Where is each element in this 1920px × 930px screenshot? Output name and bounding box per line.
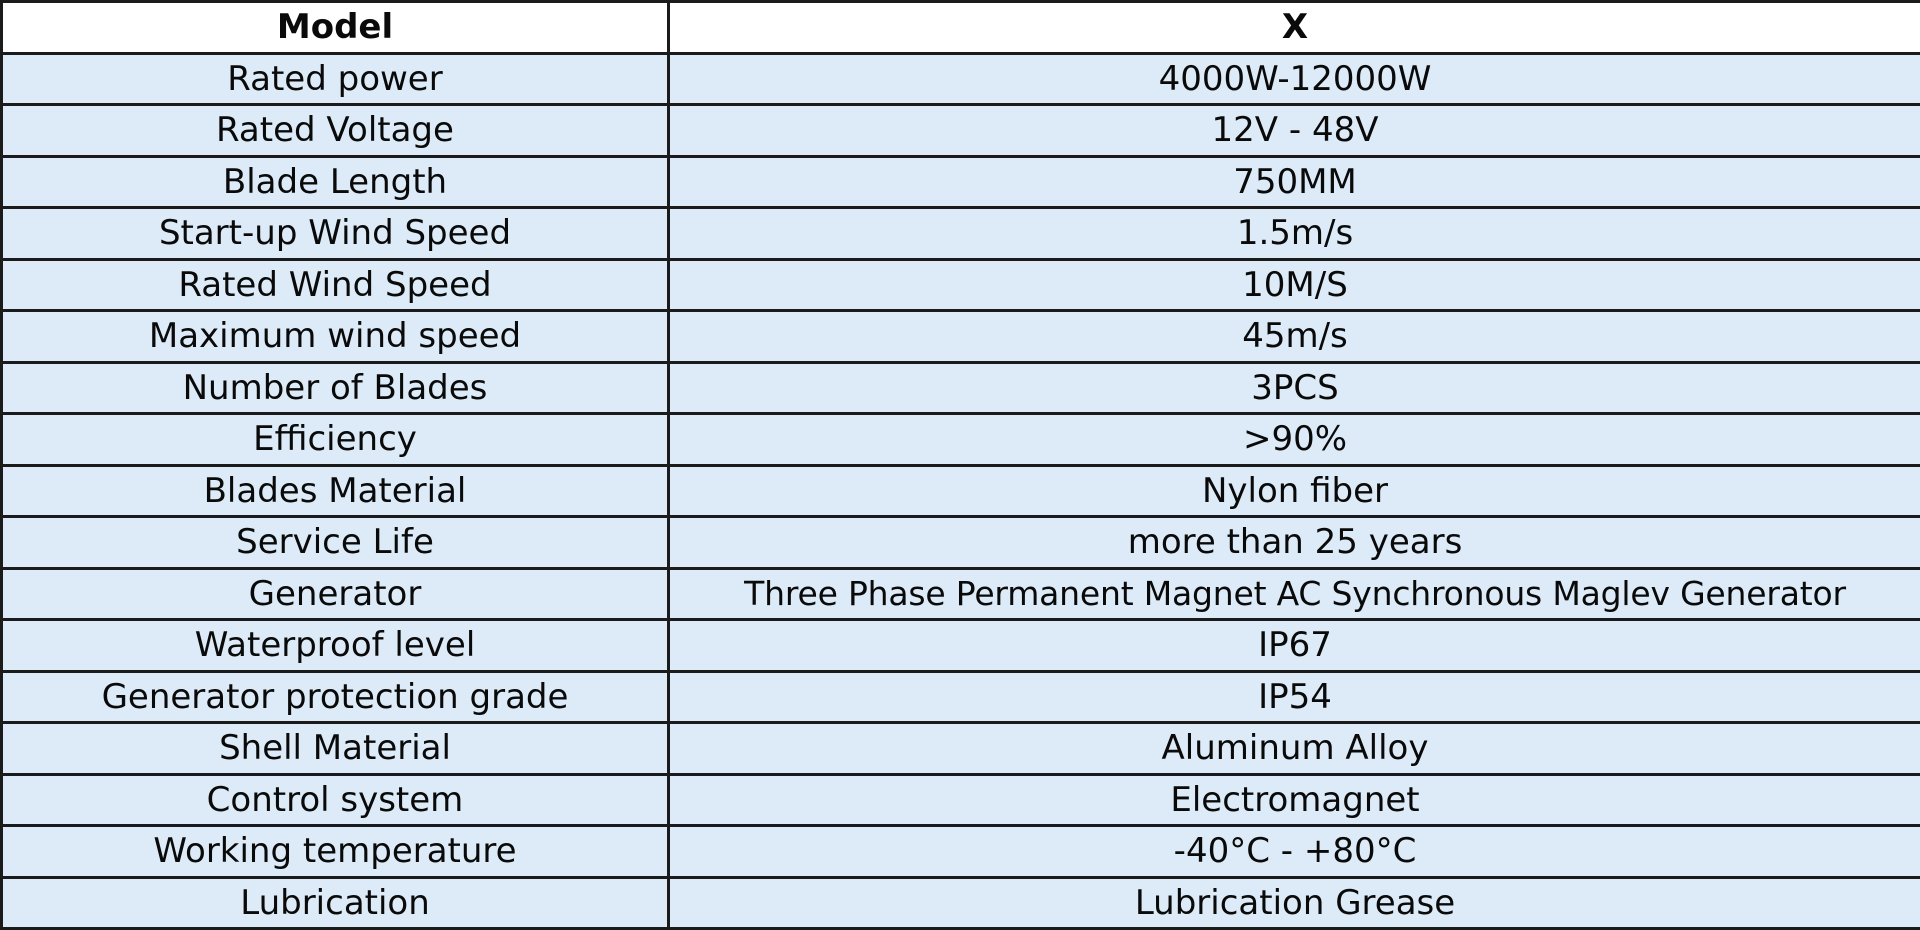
row-value: 4000W-12000W <box>669 53 1920 105</box>
table-row <box>2 53 1920 105</box>
table-row <box>2 568 1920 620</box>
row-label: Rated Wind Speed <box>2 259 669 311</box>
row-label: Generator <box>2 568 669 620</box>
row-label: Lubrication <box>2 877 669 929</box>
header-model: Model <box>2 2 669 54</box>
header-row <box>2 2 1920 54</box>
row-label: Waterproof level <box>2 620 669 672</box>
row-label: Start-up Wind Speed <box>2 208 669 260</box>
header-value: X <box>669 2 1920 54</box>
row-label: Number of Blades <box>2 362 669 414</box>
row-value: Nylon fiber <box>669 465 1920 517</box>
row-label: Efficiency <box>2 414 669 466</box>
table-row <box>2 311 1920 363</box>
row-label: Rated power <box>2 53 669 105</box>
row-value: -40°C - +80°C <box>669 826 1920 878</box>
row-label: Control system <box>2 774 669 826</box>
row-value: Three Phase Permanent Magnet AC Synchronous Maglev Generator <box>669 568 1920 620</box>
table-row <box>2 826 1920 878</box>
row-label: Blades Material <box>2 465 669 517</box>
table-row <box>2 414 1920 466</box>
row-value: more than 25 years <box>669 517 1920 569</box>
row-value: >90% <box>669 414 1920 466</box>
table-row <box>2 671 1920 723</box>
table-body <box>2 53 1920 929</box>
table-header <box>2 2 1920 54</box>
row-label: Maximum wind speed <box>2 311 669 363</box>
table-row <box>2 774 1920 826</box>
table-row <box>2 362 1920 414</box>
table-row <box>2 877 1920 929</box>
table-row <box>2 105 1920 157</box>
row-value: 45m/s <box>669 311 1920 363</box>
table-row <box>2 208 1920 260</box>
table-row <box>2 517 1920 569</box>
row-value: 3PCS <box>669 362 1920 414</box>
table-row <box>2 620 1920 672</box>
table-row <box>2 156 1920 208</box>
table-row <box>2 723 1920 775</box>
row-label: Rated Voltage <box>2 105 669 157</box>
table-row <box>2 465 1920 517</box>
row-value: Electromagnet <box>669 774 1920 826</box>
row-value: Aluminum Alloy <box>669 723 1920 775</box>
row-label: Working temperature <box>2 826 669 878</box>
row-value: 1.5m/s <box>669 208 1920 260</box>
row-value: 750MM <box>669 156 1920 208</box>
row-value: 10M/S <box>669 259 1920 311</box>
row-value: Lubrication Grease <box>669 877 1920 929</box>
row-value: IP67 <box>669 620 1920 672</box>
row-value: IP54 <box>669 671 1920 723</box>
row-value: 12V - 48V <box>669 105 1920 157</box>
table-row <box>2 259 1920 311</box>
row-label: Generator protection grade <box>2 671 669 723</box>
row-label: Shell Material <box>2 723 669 775</box>
row-label: Service Life <box>2 517 669 569</box>
row-label: Blade Length <box>2 156 669 208</box>
